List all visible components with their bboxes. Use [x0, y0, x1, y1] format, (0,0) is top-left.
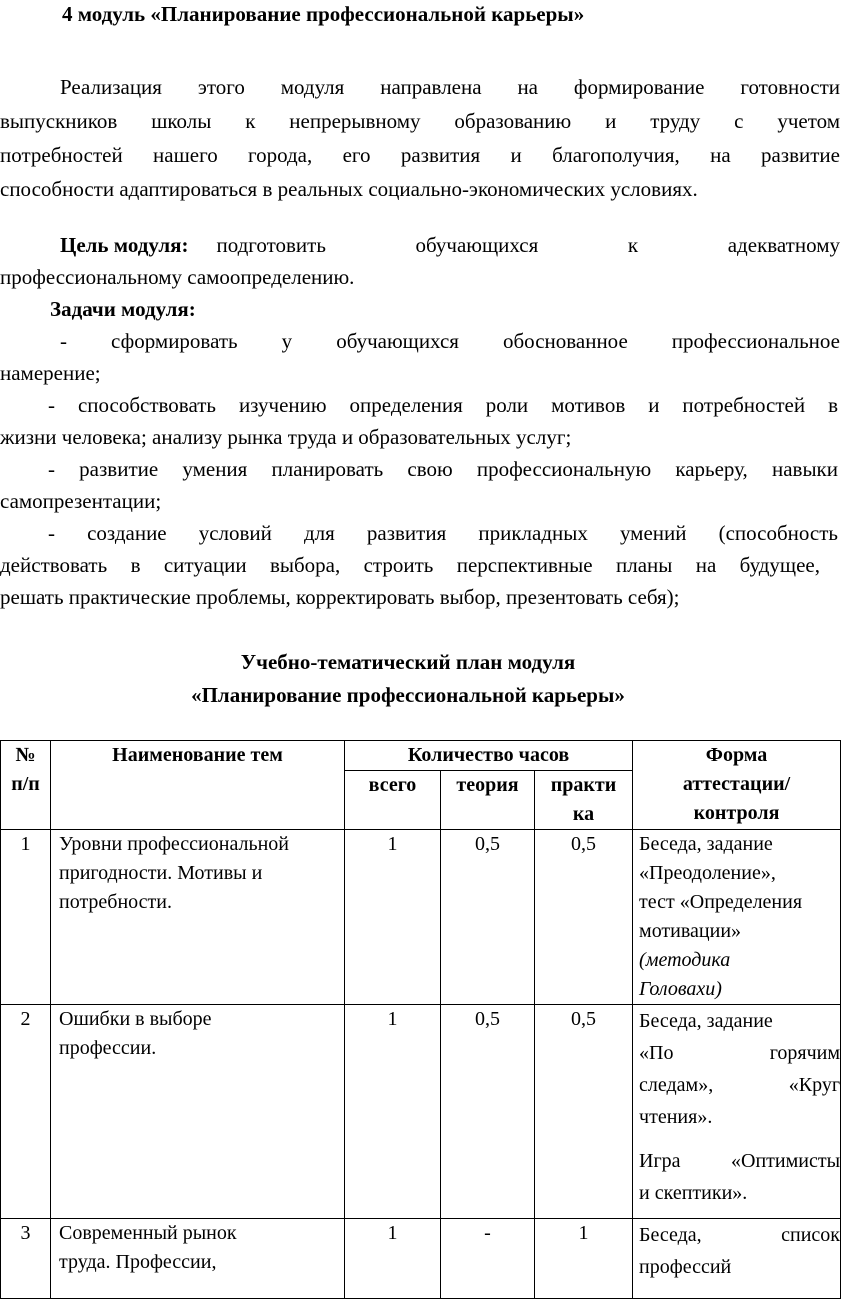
plan-title-line-2: «Планирование профессиональной карьеры» [191, 683, 625, 707]
row-topic-text: Уровни профессиональной пригодности. Мотивы и потребности. [59, 833, 290, 913]
row-form-line: Игра «Оптимисты [639, 1150, 841, 1172]
task-4-line-2: действовать в ситуации выбора, строить перспективные планы на будущее, [0, 553, 820, 577]
row-topic-text: Современный рынок труда. Профессии, [59, 1222, 237, 1273]
task-2-line-1: - способствовать изучению определения роли мотивов и потребностей в [48, 393, 838, 417]
row-form [633, 830, 841, 1005]
row-form-line: мотивации» [639, 920, 742, 942]
header-hours: Количество часов [345, 741, 633, 771]
table-row [1, 1219, 841, 1299]
header-form-line-3: контроля [693, 802, 780, 824]
row-form-italic-line: (методика [639, 949, 731, 971]
table-header-row [1, 741, 841, 771]
thematic-plan-table [0, 740, 841, 1299]
row-form-line: и скептики». [639, 1182, 748, 1204]
header-theory: теория [441, 771, 535, 830]
goal-label: Цель модуля: [60, 233, 189, 257]
intro-line-2: выпускников школы к непрерывному образованию и труду с учетом [0, 109, 840, 133]
row-total: 1 [345, 830, 441, 1005]
row-total: 1 [345, 1005, 441, 1219]
row-topic-text: Ошибки в выборе профессии. [59, 1008, 212, 1059]
row-form-line: Беседа, задание [639, 833, 773, 855]
row-num: 2 [1, 1005, 51, 1219]
row-topic [51, 1219, 345, 1299]
row-theory: - [441, 1219, 535, 1299]
row-topic [51, 1005, 345, 1219]
tasks-label: Задачи модуля: [50, 297, 196, 321]
row-num: 3 [1, 1219, 51, 1299]
row-form-line: «Преодоление», [639, 862, 776, 884]
task-1-line-1: - сформировать у обучающихся обоснованное профессиональное [60, 329, 840, 353]
header-practice-line-1: практи [550, 774, 617, 796]
row-form [633, 1005, 841, 1219]
header-form-line-2: аттестации/ [682, 773, 791, 795]
row-form-line: «По горячим [639, 1042, 841, 1064]
module-title: 4 модуль «Планирование профессиональной карьеры» [62, 2, 585, 26]
row-practice: 1 [535, 1219, 633, 1299]
header-total: всего [345, 771, 441, 830]
task-1-line-2: намерение; [0, 361, 101, 385]
task-3-line-1: - развитие умения планировать свою профессиональную карьеру, навыки [48, 457, 838, 481]
row-form-line: чтения». [639, 1106, 713, 1128]
header-practice-line-2: ка [572, 803, 595, 825]
task-3-line-2: самопрезентации; [0, 489, 162, 513]
table-row [1, 830, 841, 1005]
row-form-line: тест «Определения [639, 891, 803, 913]
row-theory: 0,5 [441, 830, 535, 1005]
header-topic: Наименование тем [51, 741, 345, 830]
goal-text: подготовить обучающихся к адекватному [216, 233, 840, 257]
row-topic [51, 830, 345, 1005]
plan-title-line-1: Учебно-тематический план модуля [240, 650, 576, 674]
row-form-line: профессий [639, 1256, 732, 1278]
row-practice: 0,5 [535, 1005, 633, 1219]
row-theory: 0,5 [441, 1005, 535, 1219]
row-form-line: Беседа, задание [639, 1010, 773, 1032]
row-form [633, 1219, 841, 1299]
row-num: 1 [1, 830, 51, 1005]
row-practice: 0,5 [535, 830, 633, 1005]
intro-line-1: Реализация этого модуля направлена на формирование готовности [60, 75, 840, 99]
task-4-line-3: решать практические проблемы, корректировать выбор, презентовать себя); [0, 585, 680, 609]
header-practice [535, 771, 633, 830]
goal-line-1 [60, 230, 840, 260]
table-row [1, 1005, 841, 1219]
row-form-italic-line: Головахи) [639, 978, 722, 1000]
header-num-line-1: № [15, 744, 36, 766]
intro-line-3: потребностей нашего города, его развития и благополучия, на развитие [0, 143, 840, 167]
header-form [633, 741, 841, 830]
goal-line-2: профессиональному самоопределению. [0, 265, 355, 289]
row-total: 1 [345, 1219, 441, 1299]
task-2-line-2: жизни человека; анализу рынка труда и образовательных услуг; [0, 425, 572, 449]
header-num [1, 741, 51, 830]
row-form-line: следам», «Круг [639, 1074, 841, 1096]
row-form-line: Беседа, список [639, 1224, 841, 1246]
task-4-line-1: - создание условий для развития прикладных умений (способность [48, 521, 838, 545]
header-form-line-1: Форма [705, 744, 768, 766]
header-num-line-2: п/п [11, 773, 40, 795]
intro-line-4: способности адаптироваться в реальных социально-экономических условиях. [0, 177, 698, 201]
